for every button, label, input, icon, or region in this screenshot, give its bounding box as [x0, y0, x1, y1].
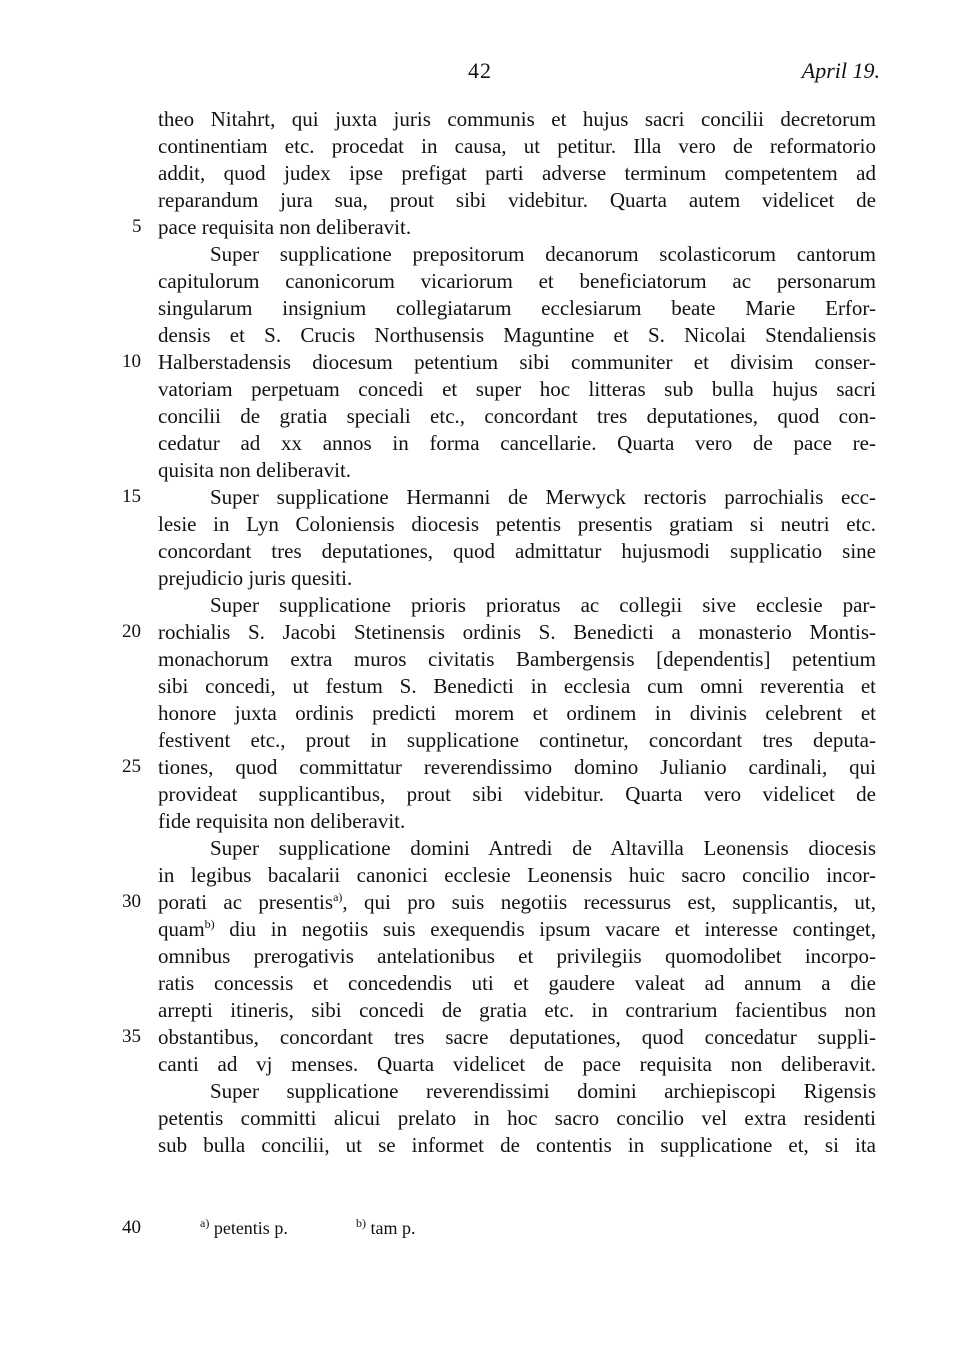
footnote-text: tam p. — [370, 1218, 416, 1238]
text-line: omnibus prerogativis antelationibus et privilegiis quomodolibet incorpo- — [158, 944, 876, 968]
text-line: honore juxta ordinis predicti morem et ordinem in divinis celebrent et — [158, 701, 876, 725]
text-line: concilii de gratia speciali etc., concordant tres deputationes, quod con- — [158, 404, 876, 428]
line-number: 10 — [122, 351, 141, 372]
text-line: concordant tres deputationes, quod admittatur hujusmodi supplicatio sine — [158, 539, 876, 563]
text-line: lesie in Lyn Coloniensis diocesis petentis presentis gratiam si neutri etc. — [158, 512, 876, 536]
text-line: quisita non deliberavit. — [158, 458, 352, 482]
text-line — [158, 914, 876, 944]
text-line: singularum insignium collegiatarum ecclesiarum beate Marie Erfor- — [158, 296, 876, 320]
text-segment: porati ac presentis — [158, 890, 334, 914]
line-number: 20 — [122, 621, 141, 642]
text-line — [158, 887, 876, 917]
text-line: theo Nitahrt, qui juxta juris communis et hujus sacri concilii decretorum — [158, 107, 876, 131]
text-line: obstantibus, concordant tres sacre deputationes, quod concedatur suppli- — [158, 1025, 876, 1049]
text-line: continentiam etc. procedat in causa, ut petitur. Illa vero de reformatorio — [158, 134, 876, 158]
text-line: Halberstadensis diocesum petentium sibi communiter et divisim conser- — [158, 350, 876, 374]
footnote-a — [200, 1214, 288, 1242]
text-line: Super supplicatione domini Antredi de Altavilla Leonensis diocesis — [210, 836, 876, 860]
line-number: 5 — [132, 216, 142, 237]
footnotes — [158, 1214, 876, 1242]
line-number: 30 — [122, 891, 141, 912]
text-segment: diu in negotiis suis exequendis ipsum vacare et interesse continget, — [214, 917, 876, 941]
running-head: April 19. — [801, 58, 880, 83]
text-line: addit, quod judex ipse prefigat parti adverse terminum competentem ad — [158, 161, 876, 185]
text-line: ratis concessis et concedendis uti et gaudere valeat ad annum a die — [158, 971, 876, 995]
text-line: provideat supplicantibus, prout sibi videbitur. Quarta vero videlicet de — [158, 782, 876, 806]
text-line: tiones, quod committatur reverendissimo domino Julianio cardinali, qui — [158, 755, 876, 779]
footnote-ref-a: a) — [333, 890, 343, 904]
text-line: arrepti itineris, sibi concedi de gratia etc. in contrarium facientibus non — [158, 998, 876, 1022]
text-line: densis et S. Crucis Northusensis Maguntine et S. Nicolai Stendaliensis — [158, 323, 876, 347]
text-line: festivent etc., prout in supplicatione continetur, concordant tres deputa- — [158, 728, 876, 752]
footnote-mark: a) — [200, 1216, 210, 1230]
text-line: in legibus bacalarii canonici ecclesie Leonensis huic sacro concilio incor- — [158, 863, 876, 887]
text-line: Super supplicatione reverendissimi domini archiepiscopi Rigensis — [210, 1079, 876, 1103]
text-line: prejudicio juris quesiti. — [158, 566, 353, 590]
text-line: reparandum jura sua, prout sibi videbitur. Quarta autem videlicet de — [158, 188, 876, 212]
footnote-b — [356, 1214, 416, 1242]
text-line: sub bulla concilii, ut se informet de contentis in supplicatione et, si ita — [158, 1133, 876, 1157]
text-segment: quam — [158, 917, 205, 941]
text-line: pace requisita non deliberavit. — [158, 215, 412, 239]
line-number: 35 — [122, 1026, 141, 1047]
text-line: vatoriam perpetuam concedi et super hoc litteras sub bulla hujus sacri — [158, 377, 876, 401]
text-line: canti ad vj menses. Quarta videlicet de pace requisita non deliberavit. — [158, 1052, 876, 1076]
text-line: sibi concedi, ut festum S. Benedicti in ecclesia cum omni reverentia et — [158, 674, 876, 698]
text-line: monachorum extra muros civitatis Bambergensis [dependentis] petentium — [158, 647, 876, 671]
page-number: 42 — [468, 58, 492, 83]
line-number: 15 — [122, 486, 141, 507]
text-line: petentis committi alicui prelato in hoc sacro concilio vel extra residenti — [158, 1106, 876, 1130]
text-line: capitulorum canonicorum vicariorum et beneficiatorum ac personarum — [158, 269, 876, 293]
footnote-ref-b: b) — [204, 917, 215, 931]
text-line: Super supplicatione prepositorum decanorum scolasticorum cantorum — [210, 242, 876, 266]
line-number: 40 — [122, 1217, 141, 1238]
text-line: fide requisita non deliberavit. — [158, 809, 406, 833]
line-number: 25 — [122, 756, 141, 777]
text-segment: , qui pro suis negotiis recessurus est, supplicantis, ut, — [342, 890, 876, 914]
text-line: Super supplicatione prioris prioratus ac collegii sive ecclesie par- — [210, 593, 876, 617]
footnote-mark: b) — [356, 1216, 366, 1230]
text-line: rochialis S. Jacobi Stetinensis ordinis S. Benedicti a monasterio Montis- — [158, 620, 876, 644]
text-line: Super supplicatione Hermanni de Merwyck rectoris parrochialis ecc- — [210, 485, 876, 509]
text-line: cedatur ad xx annos in forma cancellarie. Quarta vero de pace re- — [158, 431, 876, 455]
footnote-text: petentis p. — [213, 1218, 288, 1238]
